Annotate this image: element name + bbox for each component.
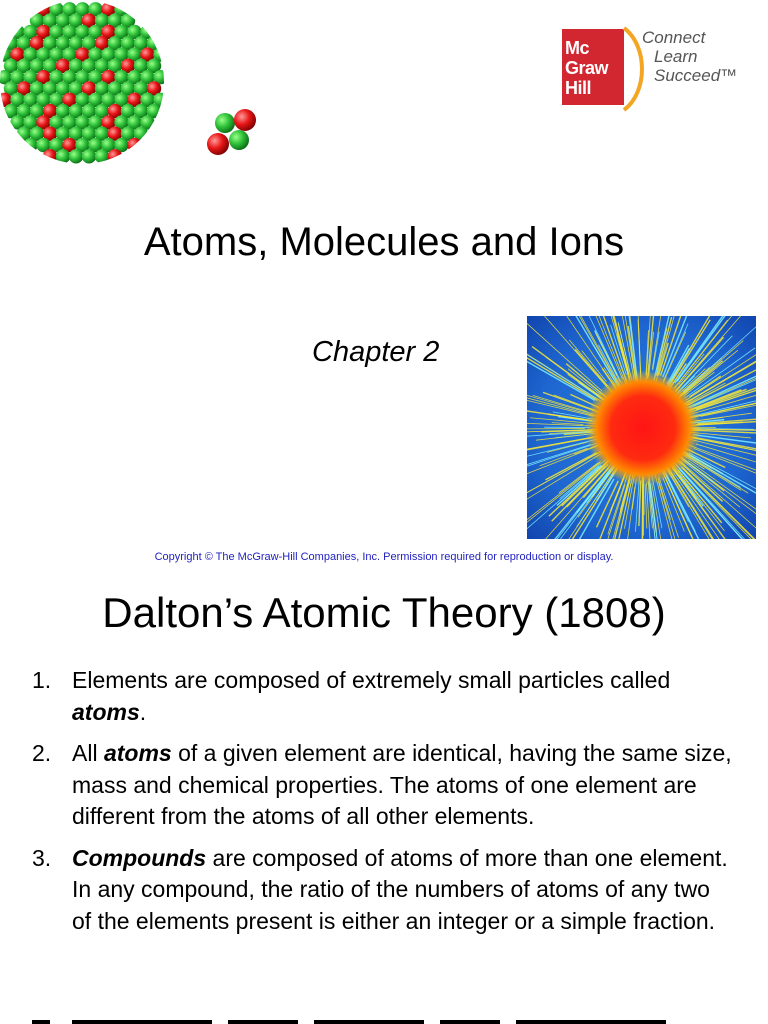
next-item-cutoff	[32, 1014, 732, 1024]
item-emphasis: atoms	[103, 740, 172, 766]
list-item	[32, 738, 732, 833]
logo-tagline-2: Learn	[654, 47, 698, 66]
item-number: 3.	[32, 844, 52, 871]
item-text: All	[72, 740, 104, 766]
item-text-end: of a given element are identical, having the same size, mass and chemical properties. The atoms of one element are different from the atoms of all other elements.	[72, 740, 732, 829]
logo-red-box	[562, 29, 624, 105]
nuclear-explosion-image	[527, 316, 756, 539]
logo-line-3: Hill	[565, 78, 592, 98]
logo-tagline-1: Connect	[642, 28, 706, 47]
list-item	[32, 843, 732, 938]
chapter-subtitle: Chapter 2	[312, 336, 440, 368]
atomic-nucleus-illustration	[0, 0, 260, 170]
item-number: 1.	[32, 667, 52, 693]
item-emphasis: atoms	[72, 698, 140, 725]
logo-line-1: Mc	[565, 38, 590, 58]
mcgraw-hill-logo	[562, 26, 742, 112]
logo-line-2: Graw	[565, 58, 609, 78]
copyright-notice: Copyright © The McGraw-Hill Companies, Inc. Permission required for reproduction or display.	[154, 551, 614, 563]
list-item	[32, 665, 732, 728]
item-text-end: .	[139, 698, 147, 725]
item-emphasis: Compounds	[72, 844, 207, 871]
item-number: 2.	[32, 740, 52, 766]
theory-title: Dalton’s Atomic Theory (1808)	[102, 589, 666, 636]
logo-tagline-3: Succeed™	[654, 66, 738, 85]
slide-title: Atoms, Molecules and Ions	[143, 220, 625, 264]
item-text: Elements are composed of extremely small particles called	[72, 667, 671, 693]
theory-list	[32, 665, 732, 947]
item-text-end: are composed of atoms of more than one element. In any compound, the ratio of the numbers of atoms of any two of the elements present is either an integer or a simple fraction.	[72, 844, 728, 934]
